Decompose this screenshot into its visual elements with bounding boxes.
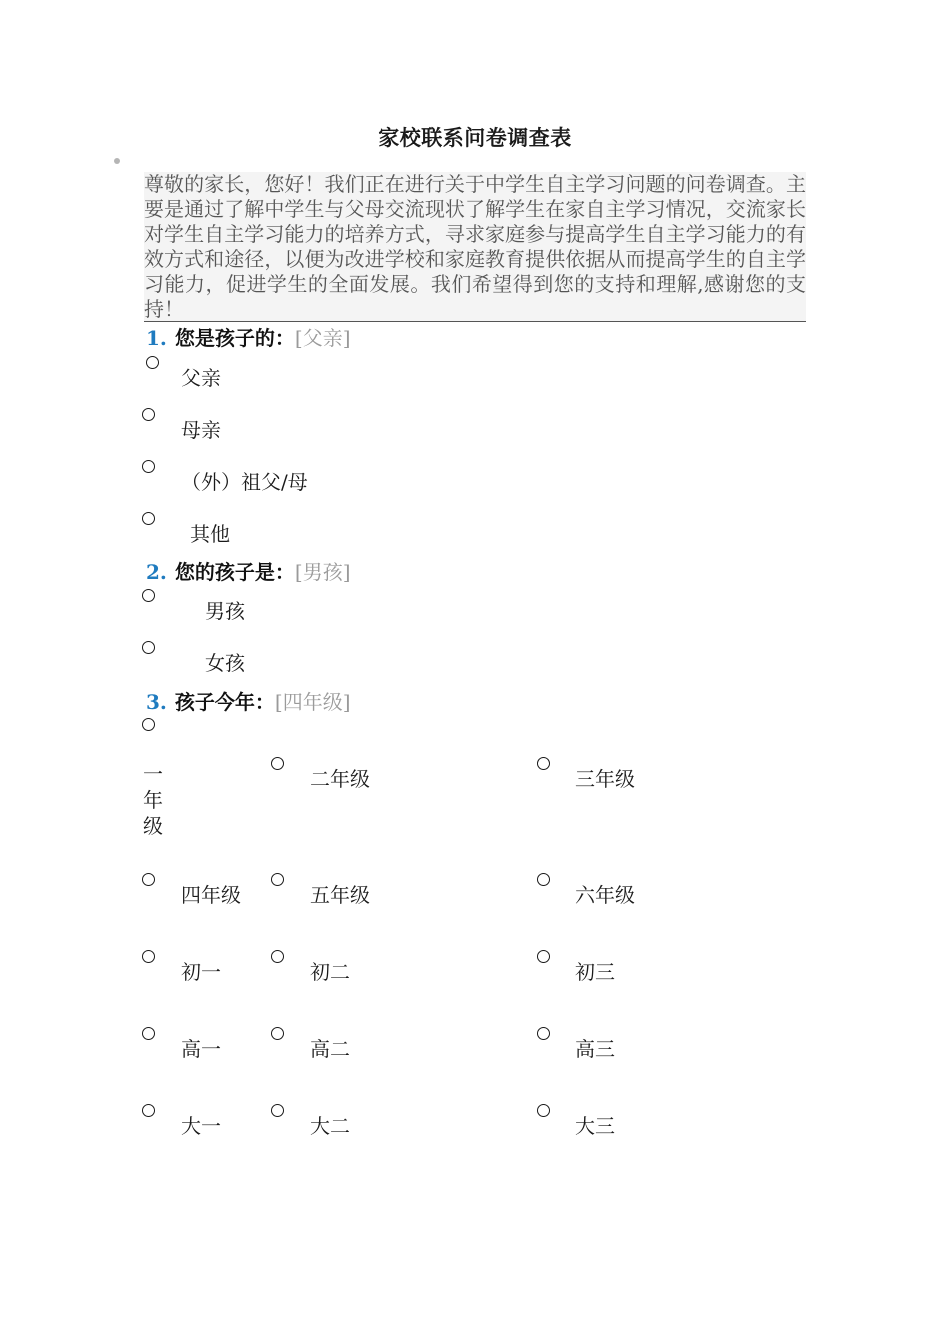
radio-grandparent[interactable] [142, 460, 155, 473]
radio-grade-3[interactable] [537, 757, 550, 770]
option-junior-2[interactable]: 初二 [310, 960, 350, 984]
radio-college-1[interactable] [142, 1104, 155, 1117]
option-grade-5[interactable]: 五年级 [310, 883, 370, 907]
option-father[interactable]: 父亲 [181, 366, 221, 390]
radio-other[interactable] [142, 512, 155, 525]
radio-grade-1[interactable] [142, 718, 155, 731]
question-text: 孩子今年： [174, 690, 275, 714]
option-grade-4[interactable]: 四年级 [181, 883, 241, 907]
radio-grade-4[interactable] [142, 873, 155, 886]
radio-grade-2[interactable] [271, 757, 284, 770]
option-grandparent[interactable]: （外）祖父/母 [181, 470, 308, 494]
intro-paragraph: 尊敬的家长，您好！我们正在进行关于中学生自主学习问题的问卷调查。主要是通过了解中学生与父母交流现状了解学生在家自主学习情况，交流家长对学生自主学习能力的培养方式，寻求家庭参与提高学生自主学习能力的有效方式和途径，以便为改进学校和家庭教育提供依据从而提高学生的自主学习能力，促进学生的全面发展。我们希望得到您的支持和理解,感谢您的支持！ [144, 172, 806, 321]
radio-grade-6[interactable] [537, 873, 550, 886]
bullet-dot [114, 158, 120, 164]
option-grade-1[interactable]: 一年级 [143, 762, 163, 838]
radio-college-3[interactable] [537, 1104, 550, 1117]
option-college-2[interactable]: 大二 [310, 1114, 350, 1138]
option-other[interactable]: 其他 [190, 522, 230, 546]
radio-grade-5[interactable] [271, 873, 284, 886]
option-mother[interactable]: 母亲 [181, 418, 221, 442]
question-number: 2. [146, 560, 167, 584]
option-girl[interactable]: 女孩 [205, 651, 245, 675]
radio-mother[interactable] [142, 408, 155, 421]
radio-junior-3[interactable] [537, 950, 550, 963]
answer-hint: [父亲] [294, 326, 351, 350]
option-college-1[interactable]: 大一 [181, 1114, 221, 1138]
radio-senior-2[interactable] [271, 1027, 284, 1040]
question-3 [146, 686, 351, 715]
page-title: 家校联系问卷调查表 [378, 125, 572, 150]
option-junior-1[interactable]: 初一 [181, 960, 221, 984]
option-senior-1[interactable]: 高一 [181, 1037, 221, 1061]
radio-senior-3[interactable] [537, 1027, 550, 1040]
radio-senior-1[interactable] [142, 1027, 155, 1040]
question-2 [146, 556, 351, 585]
question-1 [146, 322, 351, 351]
option-senior-3[interactable]: 高三 [575, 1037, 615, 1061]
question-number: 3. [146, 690, 167, 714]
question-number: 1. [146, 326, 167, 350]
radio-junior-1[interactable] [142, 950, 155, 963]
radio-junior-2[interactable] [271, 950, 284, 963]
option-college-3[interactable]: 大三 [575, 1114, 615, 1138]
option-grade-2[interactable]: 二年级 [310, 767, 370, 791]
radio-college-2[interactable] [271, 1104, 284, 1117]
question-text: 您的孩子是： [174, 560, 295, 584]
answer-hint: [男孩] [294, 560, 351, 584]
question-text: 您是孩子的： [174, 326, 295, 350]
answer-hint: [四年级] [274, 690, 351, 714]
radio-boy[interactable] [142, 589, 155, 602]
option-grade-6[interactable]: 六年级 [575, 883, 635, 907]
option-junior-3[interactable]: 初三 [575, 960, 615, 984]
option-grade-3[interactable]: 三年级 [575, 767, 635, 791]
option-boy[interactable]: 男孩 [205, 599, 245, 623]
option-senior-2[interactable]: 高二 [310, 1037, 350, 1061]
radio-father[interactable] [146, 356, 159, 369]
radio-girl[interactable] [142, 641, 155, 654]
